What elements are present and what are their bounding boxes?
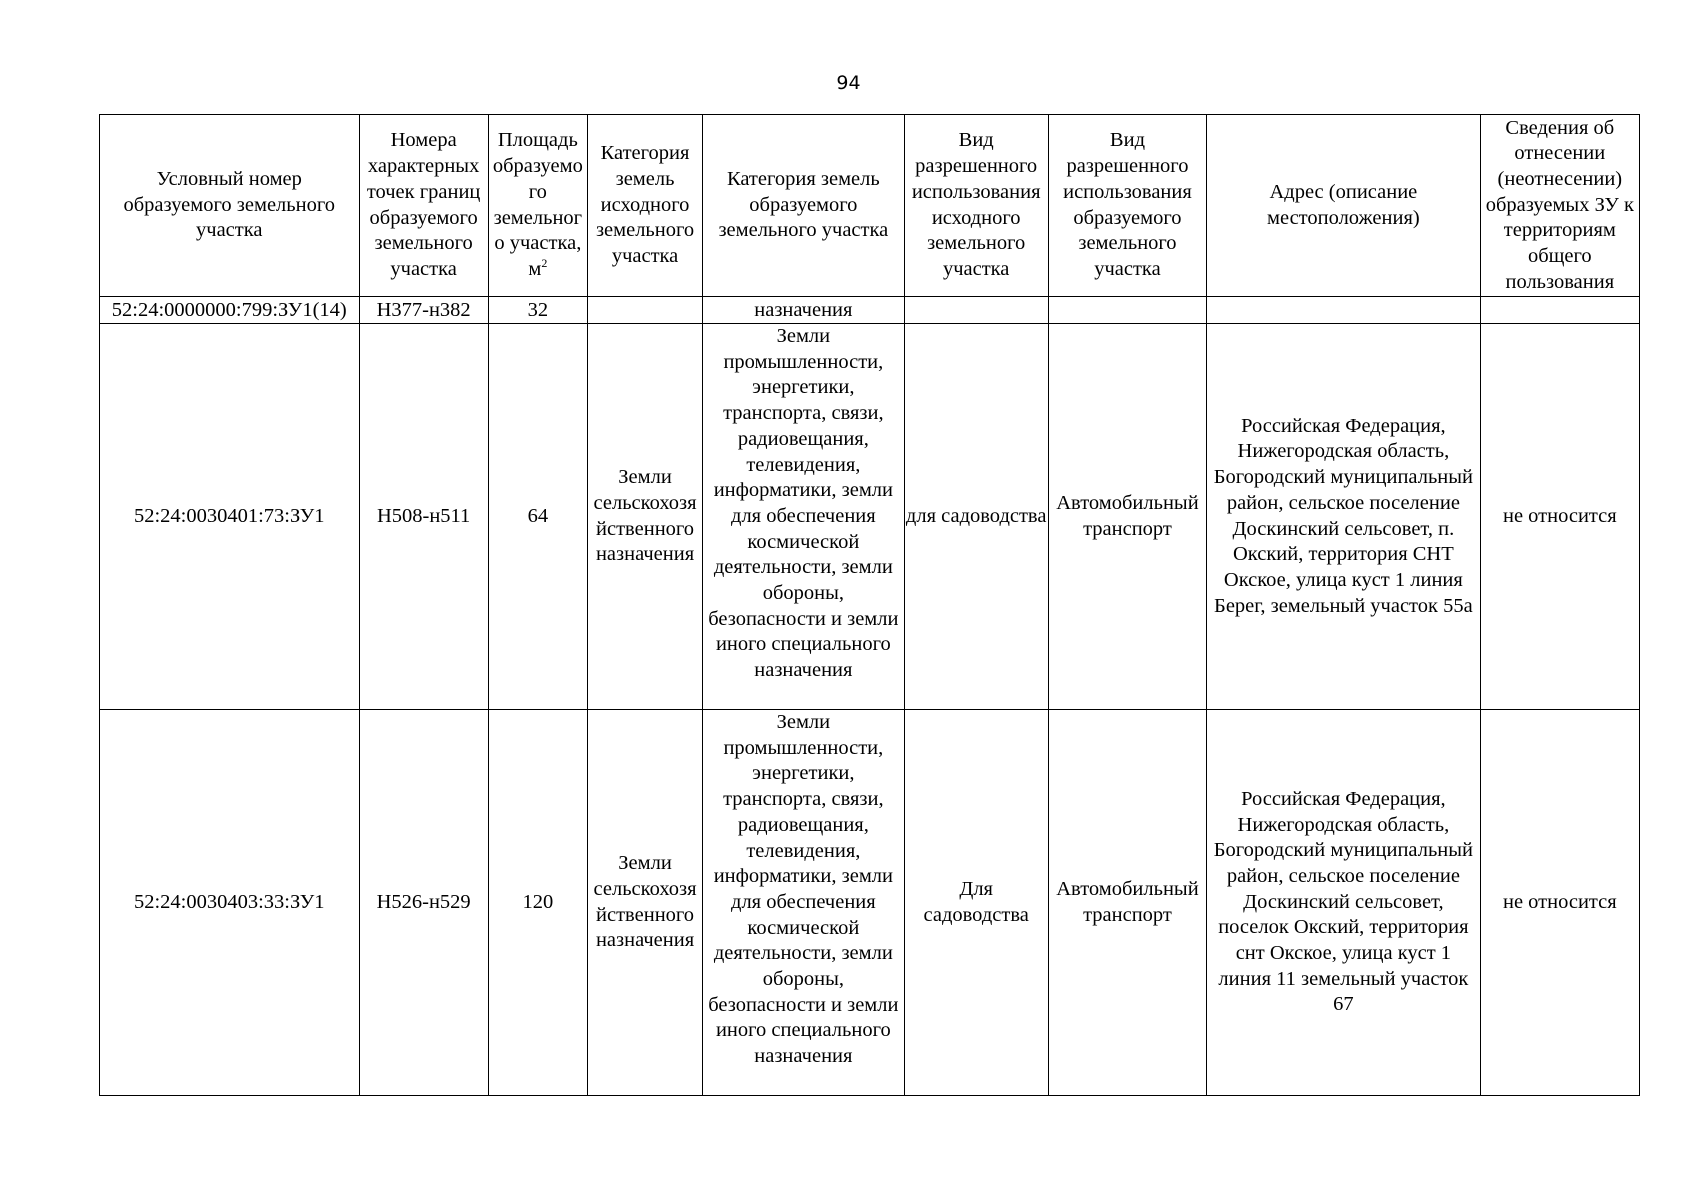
cell-source-category xyxy=(587,297,702,324)
header-area: Площадь образуемого земельного участка, $м^2$ xyxy=(488,115,587,297)
cell-plot-number: 52:24:0000000:799:ЗУ1(14) xyxy=(100,297,360,324)
table-row xyxy=(100,324,1640,710)
page-number: 94 xyxy=(836,72,861,94)
cell-dest-use xyxy=(1048,297,1206,324)
cell-source-use: для садоводства xyxy=(904,324,1048,710)
header-source-category: Категория земель исходного земельного участка xyxy=(587,115,702,297)
land-plots-table xyxy=(99,114,1640,1096)
cell-boundary-points: Н508-н511 xyxy=(359,324,488,710)
header-source-use: Вид разрешенного использования исходного земельного участка xyxy=(904,115,1048,297)
cell-plot-number: 52:24:0030401:73:ЗУ1 xyxy=(100,324,360,710)
cell-public-use xyxy=(1480,297,1639,324)
header-public-use: Сведения об отнесении (неотнесении) образуемых ЗУ к территориям общего пользования xyxy=(1480,115,1639,297)
cell-area: 32 xyxy=(488,297,587,324)
cell-boundary-points: Н377-н382 xyxy=(359,297,488,324)
cell-address: Российская Федерация, Нижегородская область, Богородский муниципальный район, сельское поселение Доскинский сельсовет, п. Окский, территория СНТ Окское, улица куст 1 линия Берег, земельный участок 55а xyxy=(1207,324,1481,710)
cell-dest-use: Автомобильный транспорт xyxy=(1048,324,1206,710)
header-dest-use: Вид разрешенного использования образуемого земельного участка xyxy=(1048,115,1206,297)
cell-address: Российская Федерация, Нижегородская область, Богородский муниципальный район, сельское поселение Доскинский сельсовет, поселок Окский, территория снт Окское, улица куст 1 линия 11 земельный участок 67 xyxy=(1207,710,1481,1096)
table-header-row xyxy=(100,115,1640,297)
cell-source-use xyxy=(904,297,1048,324)
cell-address xyxy=(1207,297,1481,324)
cell-dest-category: Земли промышленности, энергетики, транспорта, связи, радиовещания, телевидения, информатики, земли для обеспечения космической деятельности, земли обороны, безопасности и земли иного специального назначения xyxy=(703,710,904,1096)
table-row xyxy=(100,297,1640,324)
cell-area: 120 xyxy=(488,710,587,1096)
cell-boundary-points: Н526-н529 xyxy=(359,710,488,1096)
header-dest-category: Категория земель образуемого земельного участка xyxy=(703,115,904,297)
cell-dest-category: Земли промышленности, энергетики, транспорта, связи, радиовещания, телевидения, информатики, земли для обеспечения космической деятельности, земли обороны, безопасности и земли иного специального назначения xyxy=(703,324,904,710)
cell-public-use: не относится xyxy=(1480,710,1639,1096)
cell-source-category: Земли сельскохозяйственного назначения xyxy=(587,710,702,1096)
cell-source-use: Для садоводства xyxy=(904,710,1048,1096)
cell-dest-use: Автомобильный транспорт xyxy=(1048,710,1206,1096)
cell-dest-category: назначения xyxy=(703,297,904,324)
header-address: Адрес (описание местоположения) xyxy=(1207,115,1481,297)
header-boundary-points: Номера характерных точек границ образуемого земельного участка xyxy=(359,115,488,297)
cell-source-category: Земли сельскохозяйственного назначения xyxy=(587,324,702,710)
header-plot-number: Условный номер образуемого земельного участка xyxy=(100,115,360,297)
cell-plot-number: 52:24:0030403:33:ЗУ1 xyxy=(100,710,360,1096)
cell-area: 64 xyxy=(488,324,587,710)
cell-public-use: не относится xyxy=(1480,324,1639,710)
table-row xyxy=(100,710,1640,1096)
